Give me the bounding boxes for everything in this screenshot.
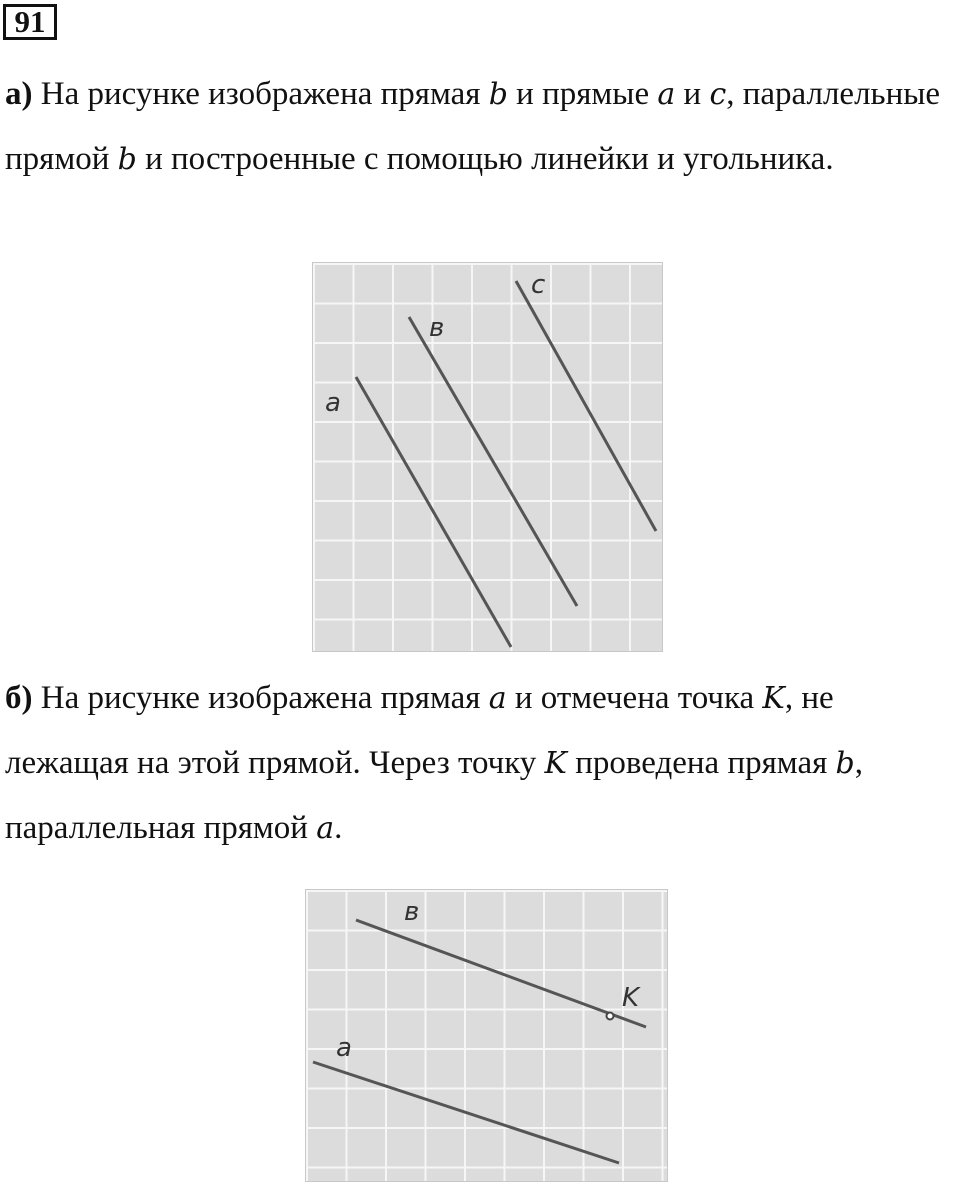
part-a-marker: а): [5, 76, 33, 112]
line-a: [313, 1062, 619, 1163]
point-k: [607, 1013, 614, 1020]
text-span: На рисунке изображена прямая: [32, 680, 489, 716]
label-k: K: [622, 983, 640, 1013]
var-b: b: [835, 746, 855, 781]
text-span: На рисунке изображена прямая: [32, 76, 489, 112]
part-a-text: [5, 62, 955, 192]
var-a: a: [316, 811, 335, 846]
text-span: проведена прямая: [566, 745, 836, 781]
text-span: и: [675, 76, 710, 112]
var-b: b: [117, 142, 137, 177]
part-b-text: [5, 666, 955, 861]
label-c: c: [531, 270, 546, 300]
var-b: b: [488, 77, 508, 112]
label-b: в: [404, 897, 420, 927]
var-a: a: [488, 681, 507, 716]
var-c: c: [709, 77, 727, 112]
var-k: K: [762, 681, 785, 716]
text-span: и прямые: [507, 76, 658, 112]
label-a: a: [336, 1033, 352, 1063]
figure-a: [312, 262, 663, 652]
line-a: [356, 377, 511, 647]
line-c: [516, 281, 656, 531]
label-b: в: [429, 313, 445, 343]
text-span: , параллельная прямой: [5, 745, 863, 846]
figure-a-drawing: [313, 263, 664, 653]
part-b-marker: б): [5, 680, 33, 716]
label-a: a: [325, 388, 341, 418]
figure-b-drawing: [306, 890, 669, 1183]
var-a: a: [657, 77, 676, 112]
text-span: и построенные с помощью линейки и угольника.: [136, 141, 834, 177]
problem-number: 91: [3, 4, 57, 40]
text-span: и отмечена точка: [506, 680, 763, 716]
line-b: [409, 317, 577, 606]
line-b: [356, 920, 646, 1027]
var-k: K: [544, 746, 567, 781]
text-span: , параллельные прямой: [5, 76, 941, 177]
text-span: , не лежащая на этой прямой. Через точку: [5, 680, 834, 781]
text-span: .: [334, 810, 343, 846]
figure-b: [305, 889, 668, 1182]
